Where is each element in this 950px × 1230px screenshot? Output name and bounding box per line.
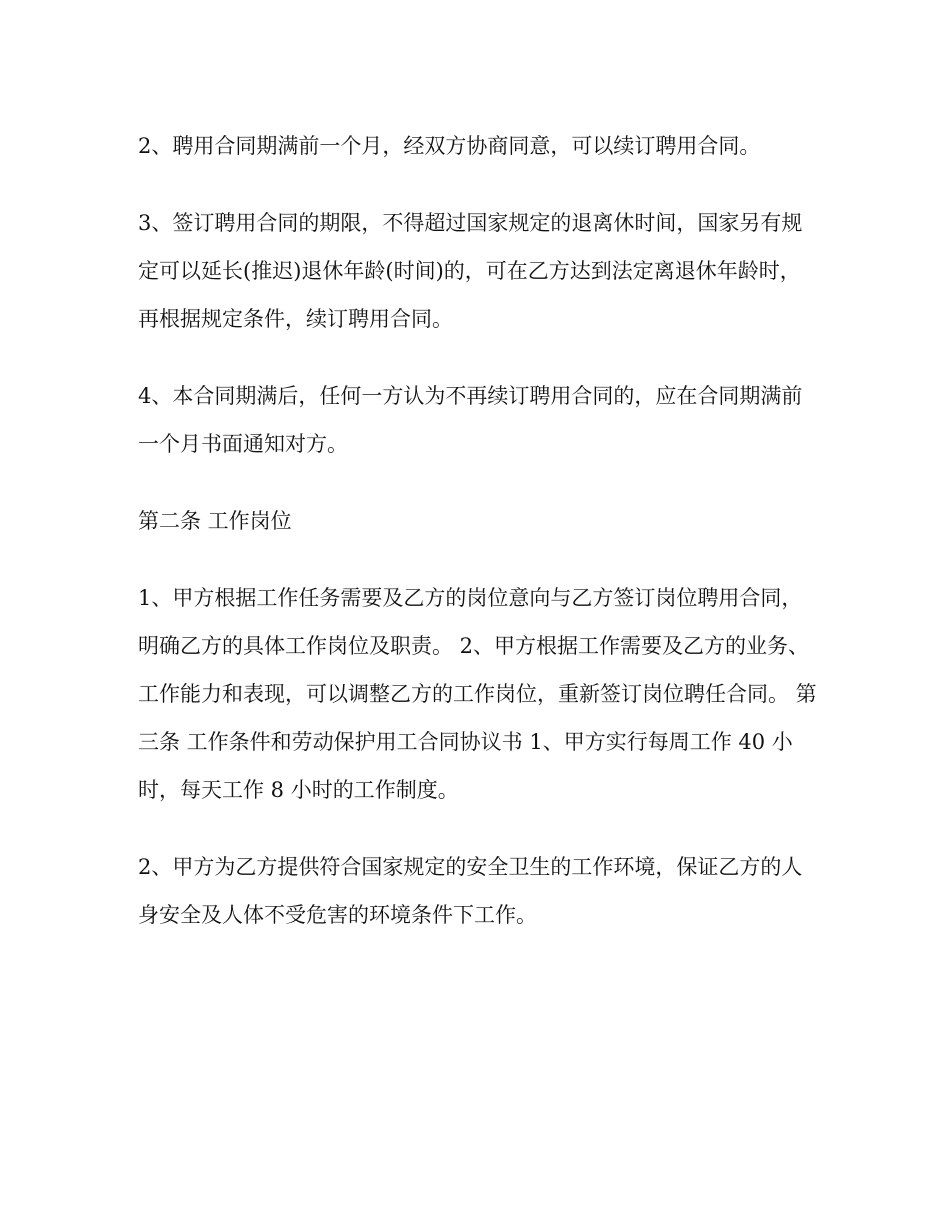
paragraph-contract-term-limit: 3、签订聘用合同的期限，不得超过国家规定的退离休时间，国家另有规定可以延长(推迟)退休年龄(时间)的，可在乙方达到法定离退休年龄时，再根据规定条件，续订聘用合同。 (138, 211, 803, 331)
paragraph-position-and-conditions: 1、甲方根据工作任务需要及乙方的岗位意向与乙方签订岗位聘用合同，明确乙方的具体工作岗位及职责。 2、甲方根据工作需要及乙方的业务、工作能力和表现，可以调整乙方的工作岗位，重新签订岗位聘任合同。 第三条 工作条件和劳动保护用工合同协议书 1、甲方实行每周工作 40 小时，每天工作 8 小时的工作制度。 (138, 586, 817, 802)
paragraph-renewal-notice: 2、聘用合同期满前一个月，经双方协商同意，可以续订聘用合同。 (138, 134, 761, 158)
paragraph-non-renewal-notice: 4、本合同期满后，任何一方认为不再续订聘用合同的，应在合同期满前一个月书面通知对方。 (138, 384, 803, 456)
document-body (138, 122, 818, 939)
section-heading-work-position: 第二条 工作岗位 (138, 509, 292, 533)
paragraph-safety-environment: 2、甲方为乙方提供符合国家规定的安全卫生的工作环境，保证乙方的人身安全及人体不受危害的环境条件下工作。 (138, 855, 803, 927)
